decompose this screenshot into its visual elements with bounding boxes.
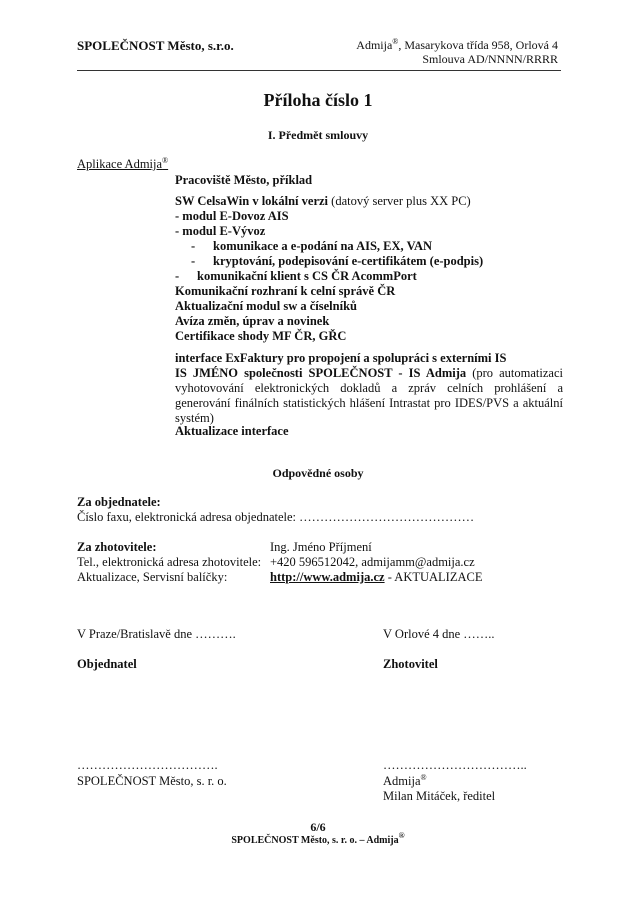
comm-client — [175, 269, 417, 284]
sub-item-text: komunikace a e-podání na AIS, EX, VAN — [213, 239, 433, 253]
section-title: I. Předmět smlouvy — [267, 128, 369, 142]
module-import: - modul E-Dovoz AIS — [175, 209, 289, 223]
registered-mark: ® — [162, 156, 169, 165]
orderer-fax-line: Číslo faxu, elektronická adresa objednatele: …………………………………… — [77, 510, 475, 524]
module-export: - modul E-Vývoz — [175, 224, 266, 238]
interface-heading: interface ExFaktury pro propojení a spolupráci s externími IS — [175, 351, 507, 365]
sub-item-crypto — [191, 254, 483, 269]
right-person: Milan Mitáček, ředitel — [383, 789, 496, 803]
registered-mark: ® — [420, 773, 427, 782]
right-role: Zhotovitel — [383, 657, 438, 671]
right-place-date: V Orlové 4 dne …….. — [383, 627, 495, 641]
contractor-name: Ing. Jméno Příjmení — [270, 540, 372, 554]
interface-company: IS JMÉNO společnosti SPOLEČNOST - IS Admija — [175, 366, 467, 380]
workplace: Pracoviště Město, příklad — [175, 173, 313, 187]
update-module: Aktualizační modul sw a číselníků — [175, 299, 357, 313]
header-address — [356, 38, 558, 52]
contractor-update-value — [270, 570, 482, 585]
contractor-tel-label: Tel., elektronická adresa zhotovitele: — [77, 555, 262, 569]
interface-description: (pro automatizaci vyhotovování elektronických dokladů a zpráv celních prohlášení a generování finálních statistických hlášení Intrastat pro IDES/PVS a aktuální systém) — [175, 366, 563, 425]
right-signature-dots: …………………………….. — [383, 758, 527, 772]
sw-detail: (datový server plus XX PC) — [328, 194, 471, 208]
contractor-tel-value: +420 596512042, admijamm@admija.cz — [270, 555, 475, 569]
dash: - — [191, 254, 196, 268]
interface-paragraph — [175, 351, 563, 426]
dash: - — [191, 239, 196, 253]
sub-item-text: kryptování, podepisování e-certifikátem (e-podpis) — [213, 254, 484, 268]
dash: - — [175, 269, 180, 283]
certification: Certifikace shody MF ČR, GŘC — [175, 329, 347, 343]
right-company-text: Admija — [383, 774, 421, 788]
left-signature-dots: ……………………………. — [77, 758, 218, 772]
sub-item-communication — [191, 239, 432, 254]
update-link-suffix: - AKTUALIZACE — [384, 570, 483, 584]
registered-mark: ® — [398, 831, 405, 840]
header-contract: Smlouva AD/NNNN/RRRR — [422, 52, 558, 66]
registered-mark: ® — [392, 37, 399, 46]
page-number: 6/6 — [310, 820, 326, 834]
app-label — [77, 157, 168, 172]
interface-update: Aktualizace interface — [175, 424, 289, 438]
header-brand: Admija — [356, 38, 393, 52]
sw-line — [175, 194, 471, 209]
customs-interface: Komunikační rozhraní k celní správě ČR — [175, 284, 396, 298]
app-label-text: Aplikace Admija — [77, 157, 163, 171]
sw-title: SW CelsaWin v lokální verzi — [175, 194, 329, 208]
footer-company-text: SPOLEČNOST Město, s. r. o. – Admija — [231, 835, 399, 846]
header-company: SPOLEČNOST Město, s.r.o. — [77, 38, 234, 53]
contractor-update-label: Aktualizace, Servisní balíčky: — [77, 570, 228, 584]
responsible-title: Odpovědné osoby — [272, 466, 364, 480]
header-divider — [77, 70, 561, 71]
page-title: Příloha číslo 1 — [263, 90, 373, 110]
contractor-heading: Za zhotovitele: — [77, 540, 157, 554]
footer-company — [0, 831, 636, 846]
left-place-date: V Praze/Bratislavě dne ………. — [77, 627, 236, 641]
left-role: Objednatel — [77, 657, 137, 671]
left-company: SPOLEČNOST Město, s. r. o. — [77, 774, 227, 788]
orderer-heading: Za objednatele: — [77, 495, 161, 509]
right-company — [383, 774, 427, 789]
header-address-text: , Masarykova třída 958, Orlová 4 — [398, 38, 558, 52]
update-link[interactable]: http://www.admija.cz — [270, 570, 385, 584]
change-notices: Avíza změn, úprav a novinek — [175, 314, 330, 328]
comm-client-text: komunikační klient s CS ČR AcommPort — [197, 269, 417, 283]
